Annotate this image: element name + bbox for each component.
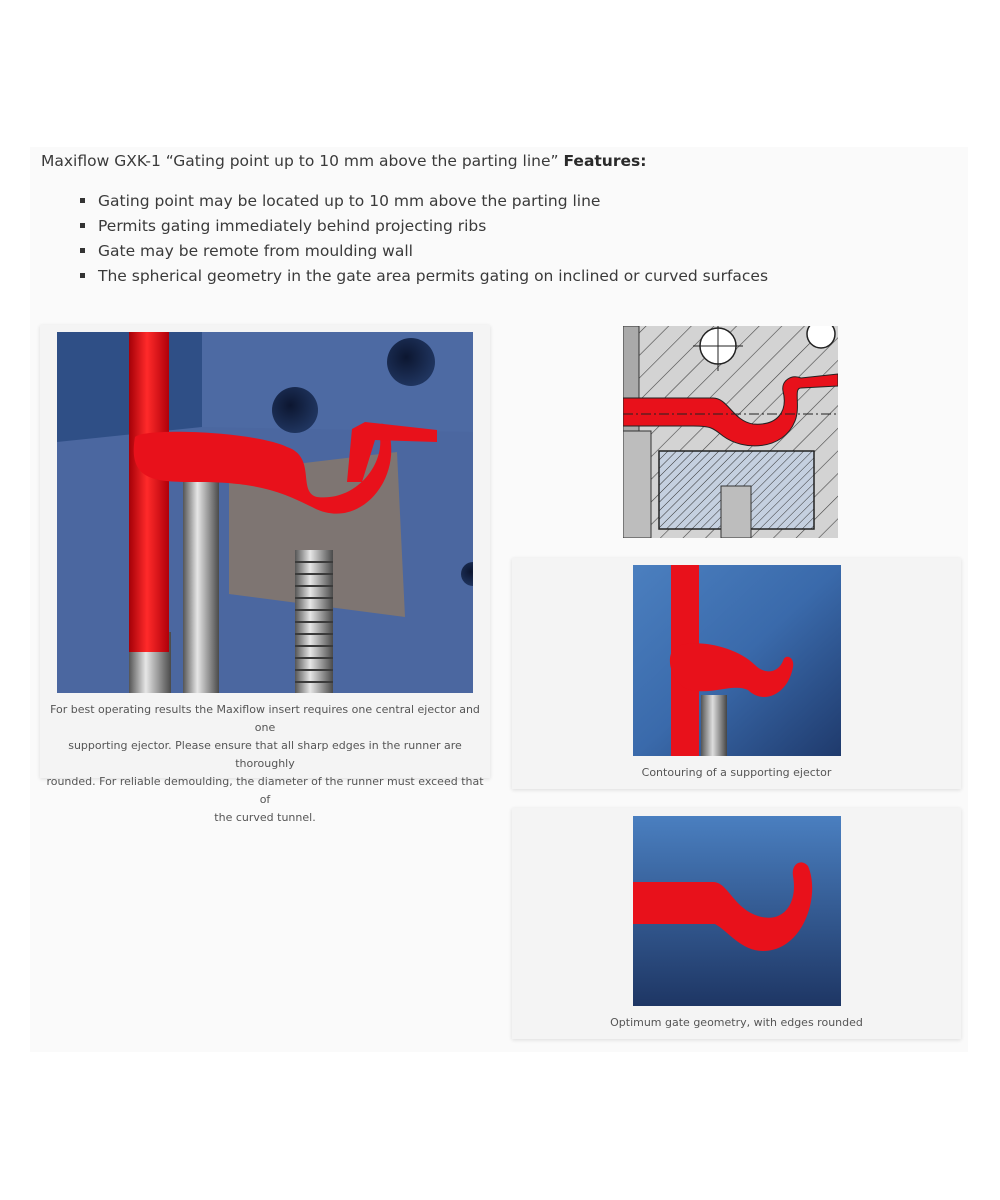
- intro-paragraph: [41, 150, 941, 172]
- feature-item: The spherical geometry in the gate area permits gating on inclined or curved surfaces: [80, 265, 768, 290]
- figure-card-gate: [512, 808, 961, 1039]
- supporting-ejector-render: [633, 565, 841, 756]
- figure-card-ejector: [512, 558, 961, 789]
- cross-section-drawing: [623, 326, 838, 538]
- figure-caption: For best operating results the Maxiflow insert requires one central ejector and one supporting ejector. Please ensure that all sharp edges in the runner are thoroughly rounded. For reliable demoulding, the diameter of the runner must exceed that of the curved tunnel.: [46, 703, 484, 824]
- figure-caption: Optimum gate geometry, with edges rounded: [610, 1016, 863, 1029]
- intro-text: Maxiflow GXK-1 “Gating point up to 10 mm above the parting line”: [41, 152, 559, 170]
- feature-item: Gating point may be located up to 10 mm above the parting line: [80, 190, 768, 215]
- feature-item: Permits gating immediately behind projecting ribs: [80, 215, 768, 240]
- features-list: [80, 190, 768, 290]
- feature-item: Gate may be remote from moulding wall: [80, 240, 768, 265]
- figure-card-main: [40, 325, 490, 824]
- runner-3d-render: [57, 332, 473, 693]
- figure-caption: Contouring of a supporting ejector: [641, 766, 832, 779]
- intro-bold: Features:: [563, 152, 647, 170]
- gate-geometry-render: [633, 816, 841, 1006]
